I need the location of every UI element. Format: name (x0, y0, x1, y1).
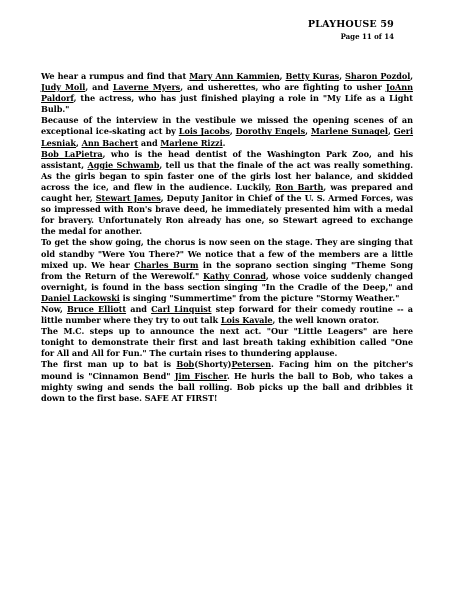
underlined-name: Mary Ann Kammien (189, 71, 280, 81)
text-run: To get the show going, the chorus is now seen on the stage. They are singing that old standby "Were You There?" We notice that a few of the members are a little mixed up. We hear (41, 237, 413, 270)
text-run: , (305, 126, 311, 137)
underlined-name: Judy Moll (41, 82, 86, 93)
text-run: , the well known orator. (272, 315, 379, 326)
underlined-name: Ann Bachert (81, 137, 139, 148)
text-run: (Shorty) (194, 359, 232, 370)
underlined-name: Betty Kuras (285, 71, 340, 81)
text-run: and (138, 137, 161, 148)
paragraph (41, 359, 413, 403)
paragraph (41, 149, 413, 238)
text-run: , Deputy Janitor in Chief of the U. S. Armed Forces, was so impressed with Ron's brave deed, he immediately presented him with a medal for bravery. Unfortunately Ron already has one, so Stewart agreed to exchange the medal for another. (41, 193, 413, 237)
page-number: Page 11 of 14 (340, 32, 394, 41)
text-run: Because of the interview in the vestibule we missed the opening scenes of an exceptional ice-skating act by (41, 115, 413, 137)
text-run: is singing "Summertime" from the picture "Stormy Weather." (119, 292, 400, 303)
text-run: , whose voice suddenly changed overnight, is found in the bass section singing "In the Cradle of the Deep," and (41, 270, 413, 292)
text-run: , (387, 126, 394, 137)
text-run: , (279, 71, 286, 81)
underlined-name: Dorothy Engels (235, 126, 306, 137)
underlined-name: Bob (176, 359, 195, 370)
underlined-name: Bob LaPietra (41, 148, 103, 159)
underlined-name: JoAnn Paldorf (41, 82, 413, 104)
underlined-name: Marlene Rizzi (160, 137, 223, 148)
text-run: . He hurls the ball to Bob, who takes a mighty swing and sends the ball rolling. Bob picks up the ball and dribbles it down to the first base. SAFE AT FIRST! (41, 370, 413, 403)
paragraph (41, 304, 413, 326)
underlined-name: Geri Lesniak (41, 126, 414, 148)
body-text (41, 71, 413, 404)
text-run: The first man up to bat is (41, 359, 177, 370)
text-run: . (222, 137, 226, 148)
underlined-name: Petersen (231, 359, 271, 370)
underlined-name: Laverne Myers (112, 82, 181, 93)
text-run: step forward for their comedy routine -- a little number where they try to out talk (41, 303, 413, 326)
paragraph (41, 237, 413, 304)
text-run: The M.C. steps up to announce the next act. "Our "Little Leagers" are here tonight to demonstrate their first and last breath taking exhibition called "One for All and All for Fun." The curtain rises to thundering applause. (41, 326, 413, 359)
underlined-name: Marlene Sunagel (310, 126, 388, 137)
text-run: Now, (41, 303, 67, 314)
underlined-name: Lois Jacobs (178, 126, 230, 137)
paragraph (41, 115, 413, 148)
text-run: , (410, 71, 414, 81)
underlined-name: Charles Burm (134, 259, 199, 270)
underlined-name: Sharon Pozdol (345, 71, 411, 81)
underlined-name: Stewart James (95, 193, 161, 204)
underlined-name: Aggie Schwamb (87, 159, 160, 170)
text-run: , and (85, 82, 113, 93)
underlined-name: Lois Kavale (220, 315, 273, 326)
underlined-name: Daniel Lackowski (41, 292, 120, 303)
text-run: , tell us that the finale of the act was really something. As the girls began to spin faster one of the girls lost her balance, and skidded across the ice, and flew in the audience. Luckily, (41, 159, 413, 192)
text-run: , who is the head dentist of the Washington Park Zoo, and his assistant, (41, 148, 413, 170)
text-run: , (339, 71, 346, 81)
text-run: , (229, 126, 236, 137)
text-run: , was prepared and caught her, (41, 181, 414, 204)
underlined-name: Bruce Elliott (66, 303, 127, 314)
paragraph (41, 71, 413, 115)
paragraph (41, 326, 413, 359)
text-run: . Facing him on the pitcher's mound is "Cinnamon Bend" (41, 359, 413, 381)
text-run: , the actress, who has just finished playing a role in "My Life as a Light Bulb." (41, 93, 413, 115)
text-run: , and usherettes, who are fighting to usher (180, 82, 386, 93)
underlined-name: Jim Fischer (174, 370, 227, 381)
page-header (308, 19, 394, 42)
text-run: in the soprano section singing "Theme Song from the Return of the Werewolf." (41, 259, 413, 281)
text-run: , (76, 137, 82, 148)
underlined-name: Ron Barth (275, 181, 324, 192)
text-run: We hear a rumpus and find that (41, 71, 190, 81)
text-run: and (126, 303, 152, 314)
underlined-name: Kathy Conrad (202, 270, 266, 281)
underlined-name: Carl Linquist (151, 303, 212, 314)
publication-title: PLAYHOUSE 59 (307, 19, 394, 30)
